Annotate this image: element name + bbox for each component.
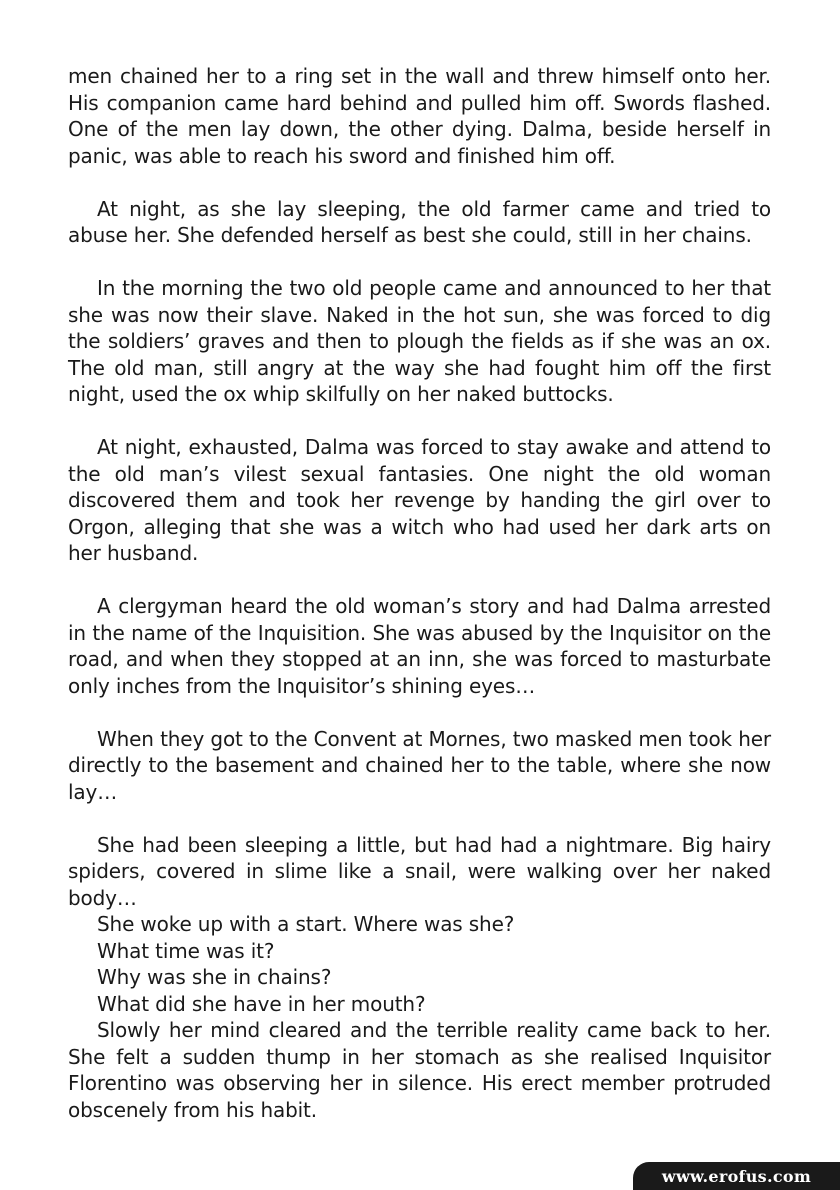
document-page [68,63,771,1123]
paragraph: She woke up with a start. Where was she? [97,912,515,936]
paragraph: A clergyman heard the old woman’s story and had Dalma arrested in the name of the Inquisition. She was abused by the Inquisitor on the road, and when they stopped at an inn, she was forced to masturbate only inches from the Inquisitor’s shining eyes… [68,594,771,698]
paragraph: In the morning the two old people came and announced to her that she was now their slave. Naked in the hot sun, she was forced to dig the soldiers’ graves and then to plough the fields as if she was an ox. The old man, still angry at the way she had fought him off the first night, used the ox whip skilfully on her naked buttocks. [68,276,771,406]
paragraph: She had been sleeping a little, but had had a nightmare. Big hairy spiders, covered in slime like a snail, were walking over her naked body… [68,832,771,910]
paragraph: What did she have in her mouth? [97,991,426,1016]
watermark-text: www.erofus.com [661,1166,812,1186]
paragraph: At night, as she lay sleeping, the old farmer came and tried to abuse her. She defended herself as best she could, still in her chains. [68,196,771,247]
paragraph: At night, exhausted, Dalma was forced to stay awake and attend to the old man’s vilest sexual fantasies. One night the old woman discovered them and took her revenge by handing the girl over to Orgon, alleging that she was a witch who had used her dark arts on her husband. [68,435,771,565]
watermark-badge [633,1162,840,1190]
paragraph: What time was it? [97,938,275,963]
paragraph: When they got to the Convent at Mornes, two masked men took her directly to the basement and chained her to the table, where she now lay… [68,726,771,804]
paragraph: Slowly her mind cleared and the terrible reality came back to her. She felt a sudden thump in her stomach as she realised Inquisitor Florentino was observing her in silence. His erect member protruded obscenely from his habit. [68,1018,771,1122]
paragraph: Why was she in chains? [97,965,332,989]
paragraph: men chained her to a ring set in the wall and threw himself onto her. His companion came hard behind and pulled him off. Swords flashed. One of the men lay down, the other dying. Dalma, beside herself in panic, was able to reach his sword and finished him off. [68,64,771,168]
